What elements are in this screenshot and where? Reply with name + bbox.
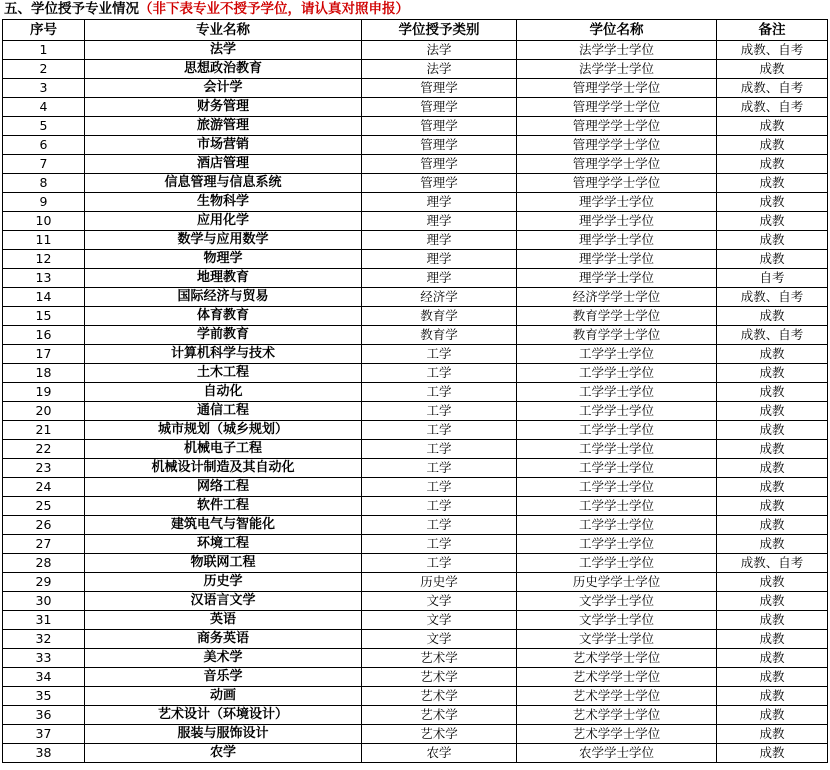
cell-category: 工学 — [362, 459, 517, 478]
cell-remarks: 成教、自考 — [717, 288, 828, 307]
cell-index: 2 — [3, 60, 85, 79]
cell-degree: 工学学士学位 — [517, 364, 717, 383]
cell-category: 历史学 — [362, 573, 517, 592]
cell-index: 38 — [3, 744, 85, 763]
cell-remarks: 成教 — [717, 592, 828, 611]
table-row — [3, 554, 828, 573]
cell-index: 12 — [3, 250, 85, 269]
cell-category: 法学 — [362, 60, 517, 79]
cell-remarks: 成教 — [717, 725, 828, 744]
cell-remarks: 成教 — [717, 459, 828, 478]
cell-remarks: 成教 — [717, 516, 828, 535]
cell-major: 环境工程 — [85, 535, 362, 554]
cell-category: 管理学 — [362, 79, 517, 98]
cell-index: 18 — [3, 364, 85, 383]
cell-major: 思想政治教育 — [85, 60, 362, 79]
cell-remarks: 成教 — [717, 611, 828, 630]
cell-degree: 艺术学学士学位 — [517, 687, 717, 706]
table-row — [3, 155, 828, 174]
cell-major: 机械设计制造及其自动化 — [85, 459, 362, 478]
cell-index: 26 — [3, 516, 85, 535]
cell-major: 建筑电气与智能化 — [85, 516, 362, 535]
table-row — [3, 136, 828, 155]
cell-category: 法学 — [362, 41, 517, 60]
cell-major: 酒店管理 — [85, 155, 362, 174]
cell-major: 应用化学 — [85, 212, 362, 231]
cell-remarks: 成教、自考 — [717, 98, 828, 117]
cell-category: 工学 — [362, 516, 517, 535]
cell-remarks: 成教 — [717, 60, 828, 79]
cell-degree: 艺术学学士学位 — [517, 649, 717, 668]
table-row — [3, 193, 828, 212]
cell-major: 体育教育 — [85, 307, 362, 326]
cell-degree: 工学学士学位 — [517, 421, 717, 440]
cell-index: 9 — [3, 193, 85, 212]
cell-category: 艺术学 — [362, 687, 517, 706]
cell-remarks: 成教、自考 — [717, 41, 828, 60]
cell-category: 管理学 — [362, 155, 517, 174]
col-header-index: 序号 — [3, 20, 85, 41]
cell-degree: 工学学士学位 — [517, 554, 717, 573]
cell-major: 生物科学 — [85, 193, 362, 212]
cell-index: 35 — [3, 687, 85, 706]
table-row — [3, 41, 828, 60]
cell-degree: 管理学学士学位 — [517, 79, 717, 98]
cell-remarks: 成教 — [717, 497, 828, 516]
cell-category: 理学 — [362, 212, 517, 231]
cell-degree: 历史学学士学位 — [517, 573, 717, 592]
cell-index: 5 — [3, 117, 85, 136]
cell-major: 商务英语 — [85, 630, 362, 649]
cell-index: 25 — [3, 497, 85, 516]
table-row — [3, 744, 828, 763]
cell-major: 汉语言文学 — [85, 592, 362, 611]
cell-degree: 经济学学士学位 — [517, 288, 717, 307]
cell-remarks: 成教、自考 — [717, 554, 828, 573]
cell-remarks: 成教 — [717, 421, 828, 440]
cell-major: 国际经济与贸易 — [85, 288, 362, 307]
cell-major: 农学 — [85, 744, 362, 763]
col-header-major: 专业名称 — [85, 20, 362, 41]
table-row — [3, 326, 828, 345]
table-row — [3, 402, 828, 421]
cell-degree: 文学学士学位 — [517, 611, 717, 630]
cell-index: 6 — [3, 136, 85, 155]
cell-index: 24 — [3, 478, 85, 497]
table-row — [3, 364, 828, 383]
cell-index: 15 — [3, 307, 85, 326]
section-heading — [0, 0, 830, 19]
cell-remarks: 成教、自考 — [717, 326, 828, 345]
cell-index: 21 — [3, 421, 85, 440]
cell-remarks: 成教 — [717, 231, 828, 250]
table-row — [3, 535, 828, 554]
col-header-remarks: 备注 — [717, 20, 828, 41]
cell-index: 37 — [3, 725, 85, 744]
cell-degree: 理学学士学位 — [517, 269, 717, 288]
table-row — [3, 117, 828, 136]
cell-category: 理学 — [362, 250, 517, 269]
cell-index: 32 — [3, 630, 85, 649]
table-row — [3, 668, 828, 687]
cell-degree: 法学学士学位 — [517, 41, 717, 60]
cell-category: 工学 — [362, 345, 517, 364]
cell-category: 管理学 — [362, 98, 517, 117]
cell-category: 农学 — [362, 744, 517, 763]
cell-degree: 法学学士学位 — [517, 60, 717, 79]
cell-index: 28 — [3, 554, 85, 573]
cell-category: 教育学 — [362, 326, 517, 345]
cell-category: 工学 — [362, 383, 517, 402]
table-row — [3, 649, 828, 668]
table-row — [3, 478, 828, 497]
table-row — [3, 307, 828, 326]
cell-degree: 理学学士学位 — [517, 250, 717, 269]
cell-degree: 文学学士学位 — [517, 630, 717, 649]
cell-degree: 艺术学学士学位 — [517, 668, 717, 687]
cell-category: 理学 — [362, 231, 517, 250]
table-header-row — [3, 20, 828, 41]
cell-remarks: 成教 — [717, 440, 828, 459]
cell-degree: 文学学士学位 — [517, 592, 717, 611]
cell-remarks: 成教 — [717, 668, 828, 687]
cell-category: 理学 — [362, 269, 517, 288]
cell-degree: 工学学士学位 — [517, 516, 717, 535]
cell-category: 文学 — [362, 611, 517, 630]
cell-major: 地理教育 — [85, 269, 362, 288]
cell-index: 7 — [3, 155, 85, 174]
table-row — [3, 516, 828, 535]
cell-category: 艺术学 — [362, 706, 517, 725]
cell-remarks: 成教、自考 — [717, 79, 828, 98]
cell-remarks: 成教 — [717, 630, 828, 649]
cell-category: 文学 — [362, 592, 517, 611]
table-row — [3, 79, 828, 98]
cell-major: 英语 — [85, 611, 362, 630]
cell-remarks: 成教 — [717, 649, 828, 668]
cell-category: 理学 — [362, 193, 517, 212]
cell-degree: 教育学学士学位 — [517, 307, 717, 326]
table-row — [3, 174, 828, 193]
cell-index: 23 — [3, 459, 85, 478]
cell-major: 法学 — [85, 41, 362, 60]
cell-index: 4 — [3, 98, 85, 117]
cell-index: 1 — [3, 41, 85, 60]
cell-category: 工学 — [362, 364, 517, 383]
cell-degree: 管理学学士学位 — [517, 155, 717, 174]
cell-degree: 工学学士学位 — [517, 402, 717, 421]
section-title: 五、学位授予专业情况 — [4, 1, 139, 17]
cell-index: 8 — [3, 174, 85, 193]
cell-index: 13 — [3, 269, 85, 288]
cell-remarks: 成教 — [717, 155, 828, 174]
cell-category: 工学 — [362, 478, 517, 497]
cell-major: 通信工程 — [85, 402, 362, 421]
table-row — [3, 611, 828, 630]
cell-degree: 管理学学士学位 — [517, 117, 717, 136]
table-row — [3, 231, 828, 250]
cell-index: 30 — [3, 592, 85, 611]
cell-category: 艺术学 — [362, 668, 517, 687]
table-row — [3, 269, 828, 288]
cell-remarks: 成教 — [717, 250, 828, 269]
cell-index: 36 — [3, 706, 85, 725]
cell-major: 网络工程 — [85, 478, 362, 497]
cell-degree: 艺术学学士学位 — [517, 725, 717, 744]
cell-degree: 工学学士学位 — [517, 440, 717, 459]
cell-degree: 工学学士学位 — [517, 345, 717, 364]
cell-category: 工学 — [362, 440, 517, 459]
cell-index: 20 — [3, 402, 85, 421]
cell-degree: 工学学士学位 — [517, 478, 717, 497]
cell-degree: 艺术学学士学位 — [517, 706, 717, 725]
cell-index: 3 — [3, 79, 85, 98]
cell-index: 11 — [3, 231, 85, 250]
cell-major: 机械电子工程 — [85, 440, 362, 459]
cell-degree: 理学学士学位 — [517, 193, 717, 212]
cell-remarks: 成教 — [717, 136, 828, 155]
table-row — [3, 60, 828, 79]
cell-degree: 工学学士学位 — [517, 383, 717, 402]
cell-remarks: 成教 — [717, 364, 828, 383]
cell-remarks: 成教 — [717, 345, 828, 364]
cell-category: 教育学 — [362, 307, 517, 326]
table-row — [3, 630, 828, 649]
table-row — [3, 497, 828, 516]
cell-major: 艺术设计（环境设计） — [85, 706, 362, 725]
cell-major: 动画 — [85, 687, 362, 706]
cell-index: 14 — [3, 288, 85, 307]
table-row — [3, 687, 828, 706]
cell-index: 17 — [3, 345, 85, 364]
cell-category: 管理学 — [362, 136, 517, 155]
cell-major: 物联网工程 — [85, 554, 362, 573]
cell-remarks: 成教 — [717, 307, 828, 326]
cell-index: 10 — [3, 212, 85, 231]
cell-index: 19 — [3, 383, 85, 402]
cell-major: 计算机科学与技术 — [85, 345, 362, 364]
cell-major: 自动化 — [85, 383, 362, 402]
table-row — [3, 288, 828, 307]
cell-remarks: 成教 — [717, 478, 828, 497]
table-row — [3, 459, 828, 478]
table-row — [3, 345, 828, 364]
cell-category: 工学 — [362, 497, 517, 516]
table-row — [3, 573, 828, 592]
cell-major: 软件工程 — [85, 497, 362, 516]
cell-major: 信息管理与信息系统 — [85, 174, 362, 193]
cell-degree: 教育学学士学位 — [517, 326, 717, 345]
cell-degree: 工学学士学位 — [517, 497, 717, 516]
cell-category: 艺术学 — [362, 649, 517, 668]
cell-remarks: 成教 — [717, 535, 828, 554]
cell-major: 历史学 — [85, 573, 362, 592]
cell-degree: 理学学士学位 — [517, 231, 717, 250]
cell-major: 财务管理 — [85, 98, 362, 117]
cell-remarks: 成教 — [717, 117, 828, 136]
table-row — [3, 440, 828, 459]
cell-remarks: 成教 — [717, 687, 828, 706]
cell-degree: 工学学士学位 — [517, 459, 717, 478]
cell-major: 物理学 — [85, 250, 362, 269]
cell-index: 16 — [3, 326, 85, 345]
cell-degree: 农学学士学位 — [517, 744, 717, 763]
cell-degree: 管理学学士学位 — [517, 136, 717, 155]
table-row — [3, 98, 828, 117]
cell-degree: 理学学士学位 — [517, 212, 717, 231]
cell-major: 会计学 — [85, 79, 362, 98]
cell-index: 27 — [3, 535, 85, 554]
cell-remarks: 自考 — [717, 269, 828, 288]
col-header-degree: 学位名称 — [517, 20, 717, 41]
cell-remarks: 成教 — [717, 383, 828, 402]
cell-degree: 工学学士学位 — [517, 535, 717, 554]
table-row — [3, 212, 828, 231]
cell-category: 文学 — [362, 630, 517, 649]
table-row — [3, 383, 828, 402]
table-row — [3, 592, 828, 611]
cell-index: 34 — [3, 668, 85, 687]
cell-category: 工学 — [362, 402, 517, 421]
cell-category: 工学 — [362, 535, 517, 554]
cell-index: 29 — [3, 573, 85, 592]
cell-category: 工学 — [362, 421, 517, 440]
cell-major: 市场营销 — [85, 136, 362, 155]
cell-major: 旅游管理 — [85, 117, 362, 136]
cell-category: 管理学 — [362, 117, 517, 136]
cell-category: 经济学 — [362, 288, 517, 307]
cell-category: 管理学 — [362, 174, 517, 193]
degree-majors-table — [2, 19, 828, 763]
cell-index: 33 — [3, 649, 85, 668]
cell-index: 31 — [3, 611, 85, 630]
cell-major: 数学与应用数学 — [85, 231, 362, 250]
cell-category: 艺术学 — [362, 725, 517, 744]
cell-degree: 管理学学士学位 — [517, 98, 717, 117]
cell-remarks: 成教 — [717, 212, 828, 231]
table-row — [3, 250, 828, 269]
cell-remarks: 成教 — [717, 174, 828, 193]
cell-remarks: 成教 — [717, 744, 828, 763]
cell-major: 音乐学 — [85, 668, 362, 687]
table-row — [3, 421, 828, 440]
cell-major: 城市规划（城乡规划） — [85, 421, 362, 440]
table-row — [3, 706, 828, 725]
cell-major: 美术学 — [85, 649, 362, 668]
cell-remarks: 成教 — [717, 706, 828, 725]
col-header-category: 学位授予类别 — [362, 20, 517, 41]
cell-major: 土木工程 — [85, 364, 362, 383]
table-row — [3, 725, 828, 744]
cell-major: 服装与服饰设计 — [85, 725, 362, 744]
section-note: （非下表专业不授予学位，请认真对照申报） — [139, 1, 409, 17]
cell-remarks: 成教 — [717, 402, 828, 421]
cell-remarks: 成教 — [717, 193, 828, 212]
cell-category: 工学 — [362, 554, 517, 573]
cell-remarks: 成教 — [717, 573, 828, 592]
cell-degree: 管理学学士学位 — [517, 174, 717, 193]
cell-index: 22 — [3, 440, 85, 459]
cell-major: 学前教育 — [85, 326, 362, 345]
